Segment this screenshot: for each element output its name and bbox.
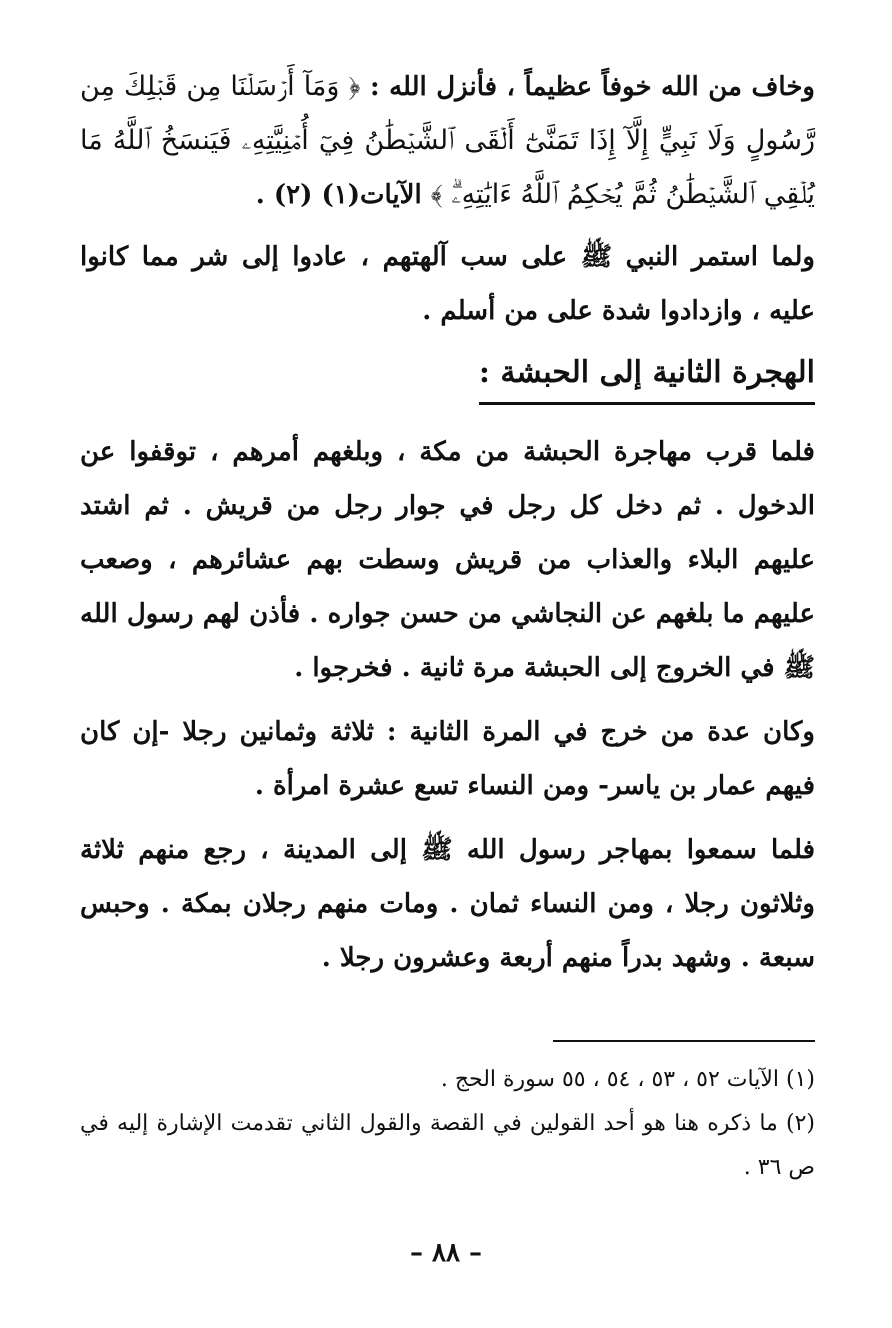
section-heading: الهجرة الثانية إلى الحبشة : xyxy=(479,348,815,405)
paragraph-3: فلما قرب مهاجرة الحبشة من مكة ، وبلغهم أمرهم ، توقفوا عن الدخول . ثم دخل كل رجل في جوار رجل من قريش . ثم اشتد عليهم البلاء والعذاب من قريش وسطت بهم عشائرهم ، وصعب عليهم ما بلغهم عن النجاشي من حسن جواره . فأذن لهم رسول الله ﷺ في الخروج إلى الحبشة مرة ثانية . فخرجوا . xyxy=(80,437,815,683)
page-number: – ٨٨ – xyxy=(409,1238,483,1268)
paragraph-1 xyxy=(80,60,815,222)
footnotes xyxy=(80,1058,815,1190)
page-body xyxy=(80,60,815,995)
paragraph-2: ولما استمر النبي ﷺ على سب آلهتهم ، عادوا إلى شر مما كانوا عليه ، وازدادوا شدة على من أسلم . xyxy=(80,242,815,326)
section-heading-wrap xyxy=(80,348,815,405)
footnote-2: (٢) ما ذكره هنا هو أحد القولين في القصة والقول الثاني تقدمت الإشارة إليه في ص ٣٦ . xyxy=(80,1111,815,1180)
paragraph-1-text: وخاف من الله خوفاً عظيماً ، فأنزل الله : xyxy=(360,72,815,102)
quran-verse: ﴿ وَمَآ أَرۡسَلۡنَا مِن قَبۡلِكَ مِن رَّسُولٍ وَلَا نَبِيٍّ إِلَّآ إِذَا تَمَنَّىٰٓ أَلۡقَى ٱلشَّيۡطَٰنُ فِيٓ أُمۡنِيَّتِهِۦ فَيَنسَخُ ٱللَّهُ مَا يُلۡقِي ٱلشَّيۡطَٰنُ ثُمَّ يُحۡكِمُ ٱللَّهُ ءَايَٰتِهِۦۗ ﴾ xyxy=(80,71,815,210)
paragraph-4: وكان عدة من خرج في المرة الثانية : ثلاثة وثمانين رجلا -إن كان فيهم عمار بن ياسر- ومن النساء تسع عشرة امرأة . xyxy=(80,717,815,801)
verse-reference: الآيات(١) (٢) . xyxy=(255,180,431,210)
footnote-divider xyxy=(553,1040,815,1042)
footnote-1: (١) الآيات ٥٢ ، ٥٣ ، ٥٤ ، ٥٥ سورة الحج . xyxy=(440,1067,815,1092)
paragraph-5: فلما سمعوا بمهاجر رسول الله ﷺ إلى المدينة ، رجع منهم ثلاثة وثلاثون رجلا ، ومن النساء ثمان . ومات منهم رجلان بمكة . وحبس سبعة . وشهد بدراً منهم أربعة وعشرون رجلا . xyxy=(80,835,815,973)
